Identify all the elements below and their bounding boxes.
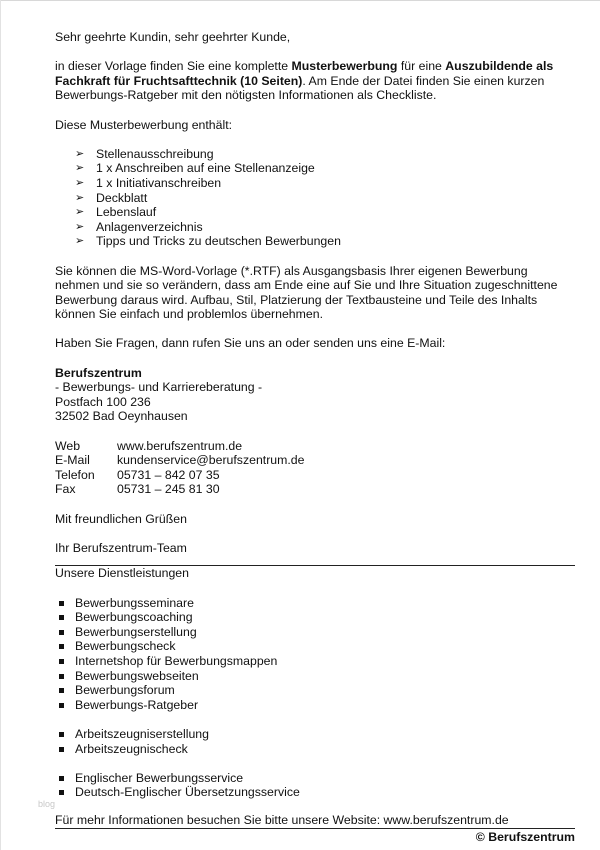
list-item: Arbeitszeugniserstellung xyxy=(55,727,575,742)
services-list-2 xyxy=(55,727,575,756)
square-bullet-icon xyxy=(59,615,64,620)
square-bullet-icon xyxy=(59,688,64,693)
list-item: ➢ 1 x Initiativanschreiben xyxy=(75,175,222,190)
contents-list xyxy=(55,147,575,249)
footer-divider xyxy=(55,828,575,829)
watermark: blog xyxy=(38,799,56,809)
company-address-city: 32502 Bad Oeynhausen xyxy=(55,409,188,424)
company-tagline: - Bewerbungs- und Karriereberatung - xyxy=(55,380,263,395)
services-list-3 xyxy=(55,771,575,800)
signature: Ihr Berufszentrum-Team xyxy=(55,540,187,555)
list-item: ➢ Stellenausschreibung xyxy=(75,146,214,161)
square-bullet-icon xyxy=(59,674,64,679)
closing: Mit freundlichen Grüßen xyxy=(55,511,187,526)
list-item: Internetshop für Bewerbungsmappen xyxy=(55,654,575,669)
square-bullet-icon xyxy=(59,732,64,737)
list-item: Bewerbungsseminare xyxy=(55,596,575,611)
letter-body xyxy=(55,30,575,800)
square-bullet-icon xyxy=(59,630,64,635)
arrow-bullet-icon: ➢ xyxy=(75,206,85,219)
list-item: Deutsch-Englischer Übersetzungsservice xyxy=(55,785,575,800)
list-item: ➢ Tipps und Tricks zu deutschen Bewerbungen xyxy=(75,234,341,249)
arrow-bullet-icon: ➢ xyxy=(75,162,85,175)
contact-row-email: E-Mail kundenservice@berufszentrum.de xyxy=(55,453,305,468)
contact-row-fax: Fax 05731 – 245 81 30 xyxy=(55,482,220,497)
list-item: ➢ Anlagenverzeichnis xyxy=(75,219,203,234)
copyright: © Berufszentrum xyxy=(475,830,575,844)
square-bullet-icon xyxy=(59,790,64,795)
square-bullet-icon xyxy=(59,644,64,649)
greeting: Sehr geehrte Kundin, sehr geehrter Kunde, xyxy=(55,30,291,44)
square-bullet-icon xyxy=(59,747,64,752)
page-border-top xyxy=(0,0,600,1)
contact-table xyxy=(55,439,575,497)
arrow-bullet-icon: ➢ xyxy=(75,191,85,204)
contact-row-phone: Telefon 05731 – 842 07 35 xyxy=(55,467,220,482)
arrow-bullet-icon: ➢ xyxy=(75,147,85,160)
list-item: Bewerbungswebseiten xyxy=(55,669,575,684)
list-item: Bewerbungsforum xyxy=(55,683,575,698)
list-item: ➢ Lebenslauf xyxy=(75,205,157,220)
services-list-1 xyxy=(55,596,575,713)
square-bullet-icon xyxy=(59,601,64,606)
company-address-line: Postfach 100 236 xyxy=(55,394,151,409)
arrow-bullet-icon: ➢ xyxy=(75,176,85,189)
usage-paragraph: Sie können die MS-Word-Vorlage (*.RTF) als Ausgangsbasis Ihrer eigenen Bewerbung nehmen und sie so verändern, dass am Ende eine auf Sie und Ihre Situation zugeschnittene Bewerbung daraus wird. Aufbau, Stil, Platzierung der Textbausteine und Teile des Inhalts können Sie einfach und problemlos übernehmen. xyxy=(55,263,558,322)
list-item: Bewerbungscheck xyxy=(55,639,575,654)
intro-paragraph: in dieser Vorlage finden Sie eine komplette Musterbewerbung für eine Auszubildende als Fachkraft für Fruchtsafttechnik (10 Seiten). Am Ende der Datei finden Sie einen kurzen Bewerbungs-Ratgeber mit den nötigsten Informationen als Checkliste. xyxy=(55,59,554,103)
list-item: Bewerbungs-Ratgeber xyxy=(55,698,575,713)
contact-row-web: Web www.berufszentrum.de xyxy=(55,438,243,453)
services-heading: Unsere Dienstleistungen xyxy=(55,566,189,581)
list-item: Bewerbungserstellung xyxy=(55,625,575,640)
square-bullet-icon xyxy=(59,776,64,781)
list-item: Bewerbungscoaching xyxy=(55,610,575,625)
list-item: Arbeitszeugnischeck xyxy=(55,742,575,757)
list-item: ➢ Deckblatt xyxy=(75,190,148,205)
email-link[interactable]: kundenservice@berufszentrum.de xyxy=(117,453,305,468)
questions-paragraph: Haben Sie Fragen, dann rufen Sie uns an oder senden uns eine E-Mail: xyxy=(55,336,446,351)
contents-heading: Diese Musterbewerbung enthält: xyxy=(55,117,233,132)
more-info-text: Für mehr Informationen besuchen Sie bitte unsere Website: www.berufszentrum.de xyxy=(55,813,509,827)
website-link[interactable]: www.berufszentrum.de xyxy=(117,438,243,453)
list-item: ➢ 1 x Anschreiben auf eine Stellenanzeige xyxy=(75,161,315,176)
square-bullet-icon xyxy=(59,703,64,708)
square-bullet-icon xyxy=(59,659,64,664)
page-border-left xyxy=(0,0,1,850)
arrow-bullet-icon: ➢ xyxy=(75,220,85,233)
list-item: Englischer Bewerbungsservice xyxy=(55,771,575,786)
arrow-bullet-icon: ➢ xyxy=(75,235,85,248)
company-name: Berufszentrum xyxy=(55,365,142,380)
